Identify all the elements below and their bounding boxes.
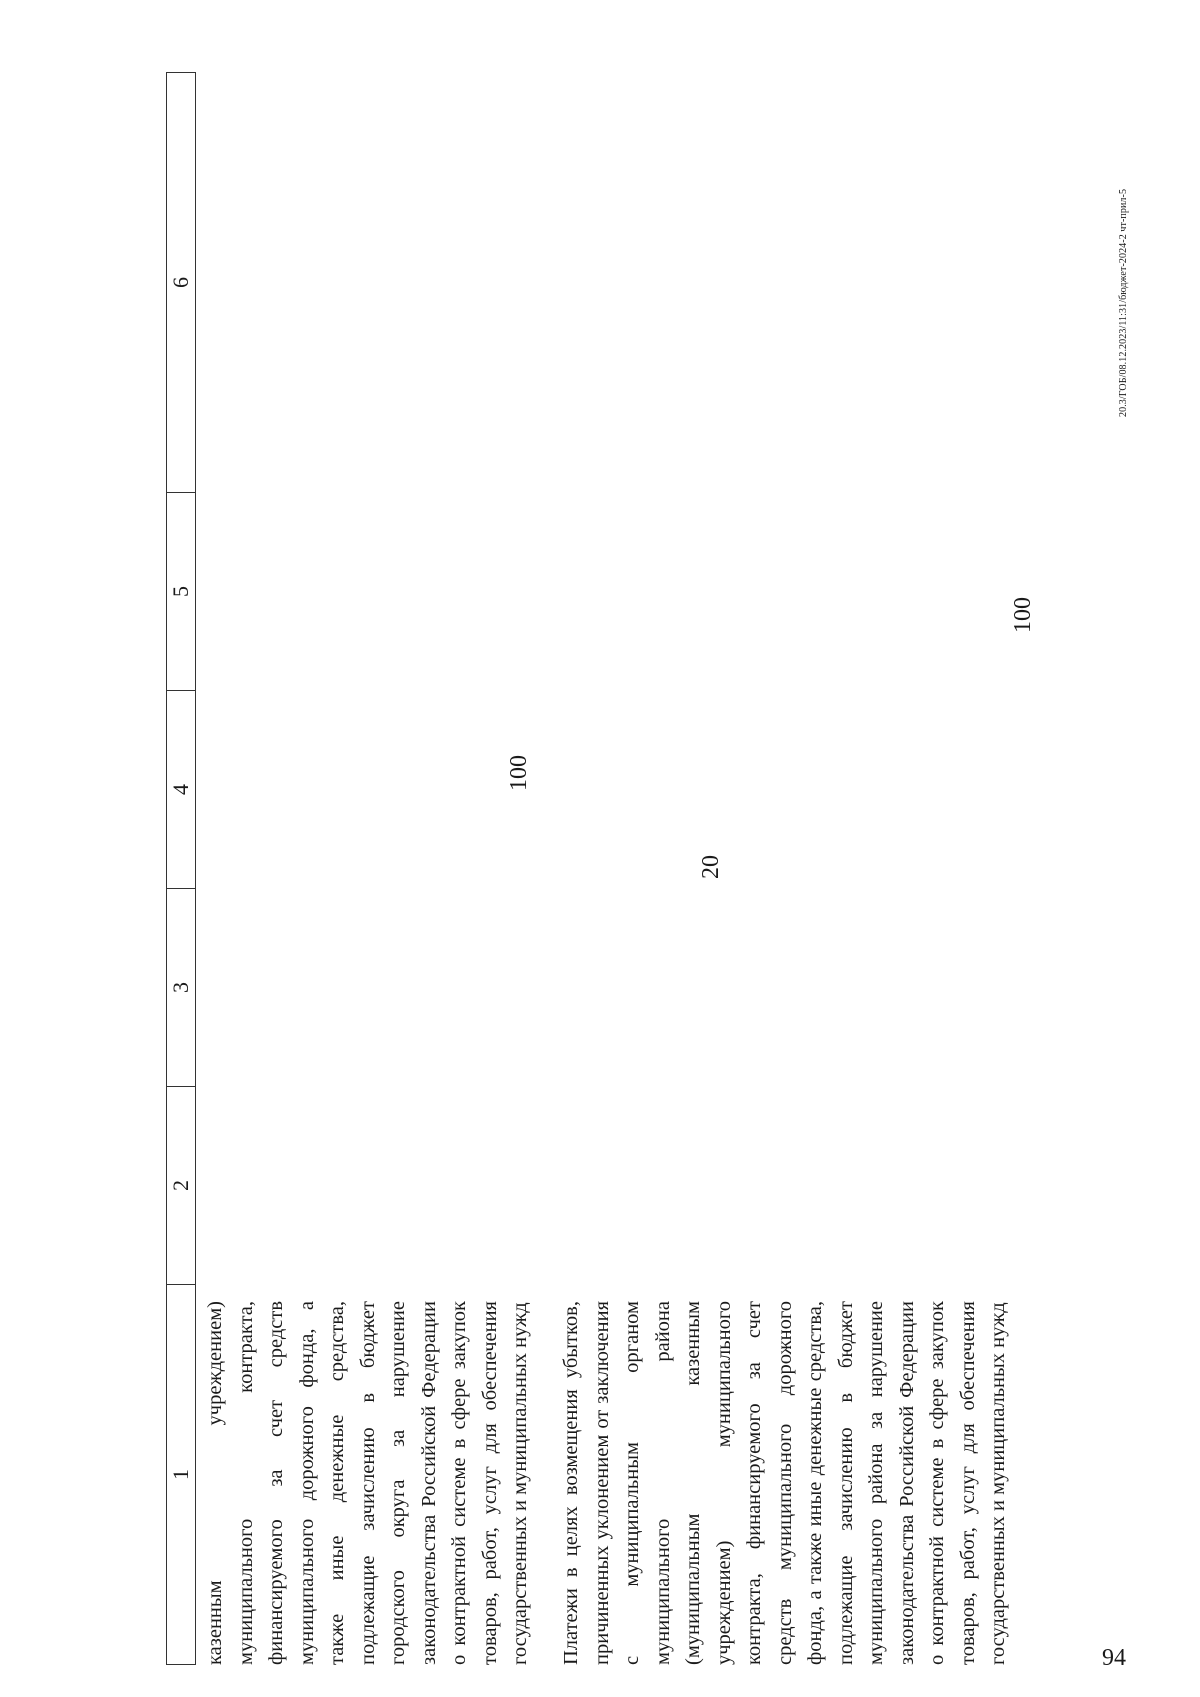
table-row-1-column-3-value: 100 [506,755,532,791]
column-header: 2 [167,1087,196,1285]
column-header: 1 [167,1285,196,1665]
scan-page-number: 94 [1102,1645,1126,1671]
column-header: 5 [167,493,196,691]
column-header: 4 [167,691,196,889]
table-row-2-column-4-value: 100 [1010,597,1036,633]
page-number: 20 [698,855,724,879]
document-footer-code: 20.3/ГОБ/08.12.2023/11:31/бюджет-2024-2 чт-прил-5 [1118,188,1129,417]
table-row-1-description: казенным учреждением) муниципального контракта, финансируемого за счет средств муниципального дорожного фонда, а также иные денежные средства, подлежащие зачислению в бюджет городского округа за нарушение законодательства Российской Федерации о контрактной системе в сфере закупок товаров, работ, услуг для обеспечения государственных и муниципальных нужд [204,1301,531,1665]
column-header: 3 [167,889,196,1087]
column-header: 6 [167,73,196,493]
table-row-2-description: Платежи в целях возмещения убытков, причиненных уклонением от заключения с муниципальным органом муниципального района (муниципальным казенным учреждением) муниципального контракта, финансируемого за счет средств муниципального дорожного фонда, а также иные денежные средства, подлежащие зачислению в бюджет муниципального района за нарушение законодательства Российской Федерации о контрактной системе в сфере закупок товаров, работ, услуг для обеспечения государственных и муниципальных нужд [560,1301,1009,1665]
column-header-row [167,73,196,1665]
column-header-table [166,72,196,1665]
